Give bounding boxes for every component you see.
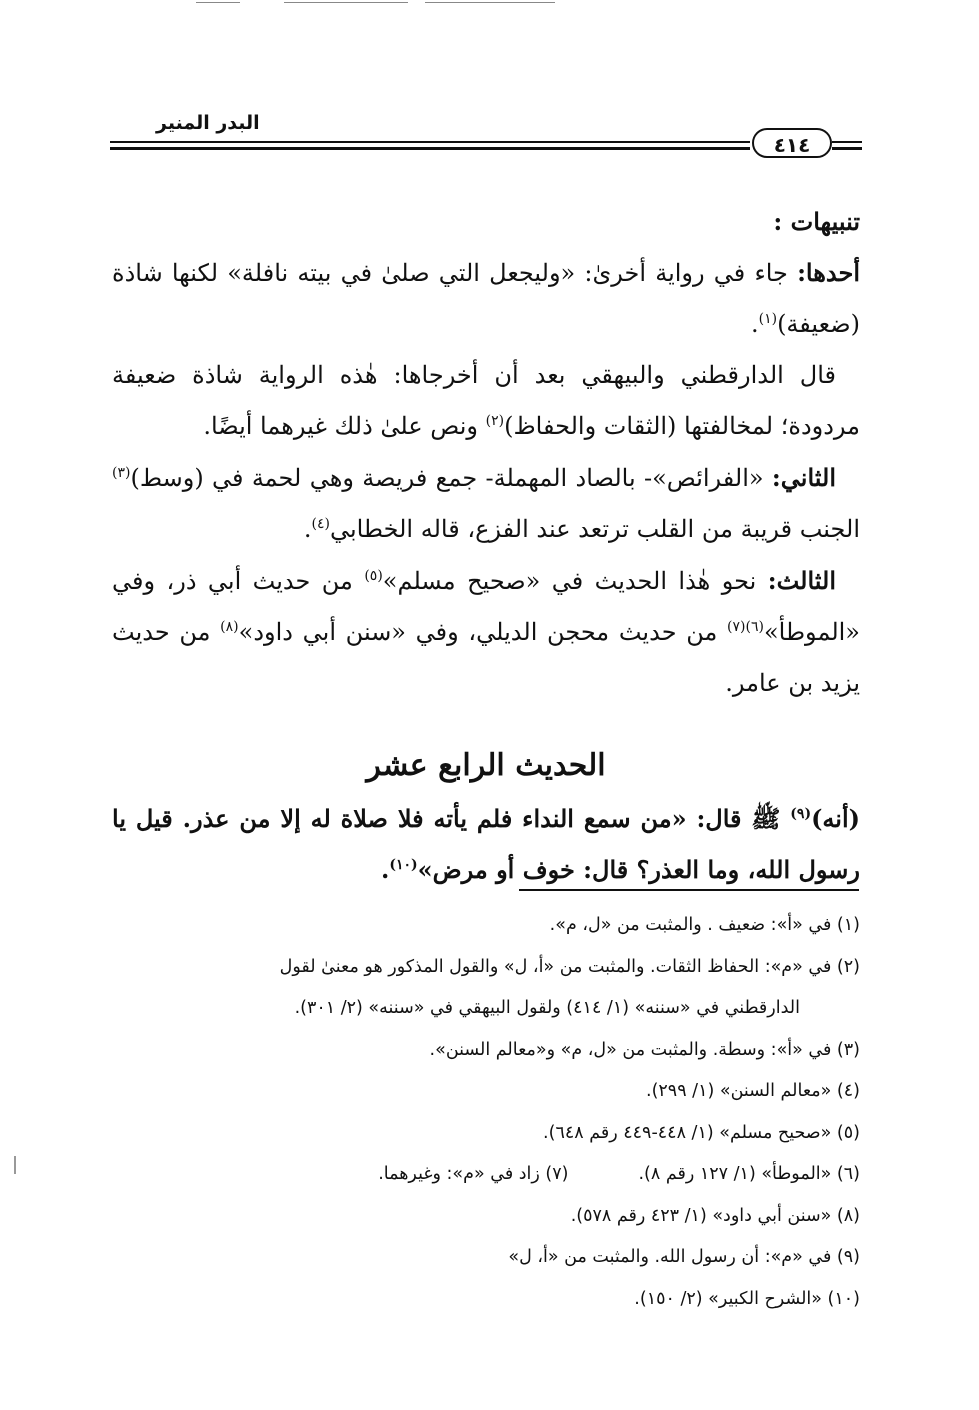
hadith-text bbox=[112, 793, 860, 895]
paragraph-end: . bbox=[303, 515, 312, 543]
footnote-ref[interactable]: (١) bbox=[758, 311, 778, 327]
footnote-ref[interactable]: (٥) bbox=[364, 568, 383, 584]
footnote-ref[interactable]: (٤) bbox=[311, 516, 330, 532]
page-number: ٤١٤ bbox=[752, 128, 832, 158]
notes-label: تنبيهات : bbox=[773, 207, 860, 236]
paragraph-text: من حديث يزيد بن عامر. bbox=[112, 618, 860, 697]
section-heading: الحديث الرابع عشر bbox=[366, 748, 606, 783]
footnotes bbox=[112, 905, 860, 1320]
footnote-9: (٩) في «م»: أن رسول الله. والمثبت من «أ، ل» bbox=[508, 1247, 860, 1267]
paragraph-text: من حديث محجن الديلي، وفي «سنن أبي داود» bbox=[238, 618, 728, 646]
header-rule-bottom bbox=[110, 147, 750, 150]
paragraph-daraqutni bbox=[112, 350, 860, 452]
paragraph-end: . bbox=[750, 310, 759, 338]
paragraph-first bbox=[112, 247, 860, 350]
scan-edge-marks bbox=[0, 0, 979, 6]
scan-margin-mark bbox=[14, 1156, 16, 1174]
footnote-ref[interactable]: (١٠) bbox=[389, 857, 418, 873]
footnote-6: (٦) «الموطأ» (١/ ١٢٧ رقم ٨). bbox=[638, 1164, 860, 1184]
paragraph-text: جاء في رواية أخرىٰ: «وليجعل التي صلىٰ في بيته نافلة» لكنها شاذة (ضعيفة) bbox=[112, 259, 860, 338]
main-text bbox=[112, 196, 860, 895]
footnote-8: (٨) «سنن أبي داود» (١/ ٤٢٣ رقم ٥٧٨). bbox=[570, 1205, 860, 1226]
footnote-7: (٧) زاد في «م»: وغيرهما. bbox=[378, 1164, 569, 1184]
header-rule-right-top bbox=[832, 141, 862, 143]
page-header bbox=[110, 112, 862, 160]
footnote-ref[interactable]: (٢) bbox=[485, 413, 505, 429]
hadith-end: . bbox=[380, 855, 390, 884]
hadith-body: ﷺ قال: «من سمع النداء فلم يأته فلا صلاة له إلا من عذر. قيل يا رسول الله، وما العذر؟ قال: خوف أو مرض» bbox=[112, 804, 860, 884]
header-rule-right-bottom bbox=[832, 147, 862, 150]
paragraph-lead: الثالث: bbox=[767, 566, 837, 595]
paragraph-text: نحو هٰذا الحديث في «صحيح مسلم» bbox=[382, 567, 768, 595]
footnote-ref[interactable]: (٣) bbox=[112, 465, 131, 481]
paragraph-lead: أحدها: bbox=[797, 258, 860, 287]
footnote-2-continued: الدارقطني في «سننه» (١/ ٤١٤) ولقول البيهقي في «سننه» (٢/ ٣٠١). bbox=[294, 998, 800, 1018]
footnote-1: (١) في «أ»: ضعيف . والمثبت من «ل، م». bbox=[549, 915, 860, 935]
footnote-ref[interactable]: (٦)(٧) bbox=[727, 619, 764, 635]
paragraph-text: الجنب قريبة من القلب ترتعد عند الفزع، قاله الخطابي bbox=[329, 515, 860, 543]
paragraph-text: «الفرائص»- بالصاد المهملة- جمع فريصة وهي لحمة في (وسط) bbox=[130, 464, 772, 492]
paragraph-third bbox=[112, 555, 860, 709]
footnote-divider bbox=[519, 889, 859, 891]
footnote-5: (٥) «صحيح مسلم» (١/ ٤٤٨-٤٤٩ رقم ٦٤٨). bbox=[543, 1122, 860, 1143]
paragraph-text: قال الدارقطني والبيهقي بعد أن أخرجاها: هٰذه الرواية شاذة ضعيفة مردودة؛ لمخالفتها (الثقات والحفاظ) bbox=[112, 361, 860, 440]
paragraph-end: ونص علىٰ ذلك غيرهما أيضًا. bbox=[203, 412, 486, 440]
footnote-2: (٢) في «م»: الحفاظ الثقات. والمثبت من «أ، ل» والقول المذكور هو معنىٰ لقول bbox=[279, 956, 860, 977]
footnote-10: (١٠) «الشرح الكبير» (٢/ ١٥٠). bbox=[634, 1288, 860, 1309]
footnote-row-6-7 bbox=[112, 1154, 860, 1196]
footnote-ref[interactable]: (٨) bbox=[220, 619, 239, 635]
footnote-3: (٣) في «أ»: وسطة. والمثبت من «ل، م» و«معالم السنن». bbox=[429, 1039, 860, 1060]
footnote-ref[interactable]: (٩) bbox=[790, 806, 812, 822]
hadith-open: (أنه) bbox=[811, 804, 860, 833]
paragraph-text: من حديث أبي ذر، وفي «الموطأ» bbox=[112, 567, 860, 646]
footnote-4: (٤) «معالم السنن» (١/ ٢٩٩). bbox=[646, 1081, 860, 1101]
paragraph-lead: الثاني: bbox=[771, 463, 836, 492]
running-title: البدر المنير bbox=[150, 112, 266, 134]
paragraph-second bbox=[112, 452, 860, 555]
header-rule-top bbox=[110, 141, 750, 143]
